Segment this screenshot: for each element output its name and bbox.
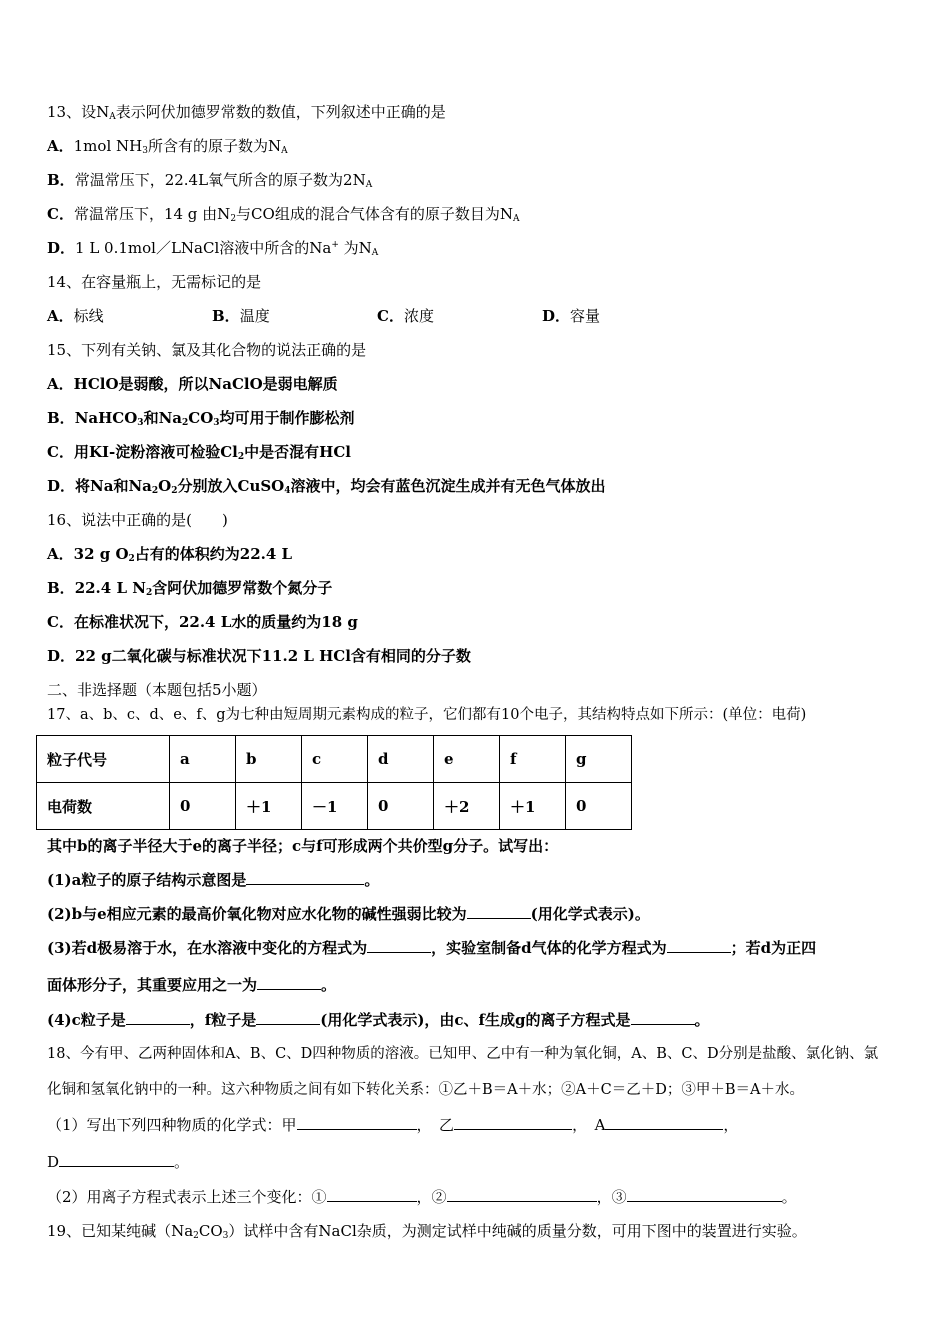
q18-part1: （1）写出下列四种物质的化学式：甲 ， 乙 ， A ，: [47, 1116, 739, 1134]
answer-blank[interactable]: [454, 1115, 572, 1130]
answer-blank[interactable]: [467, 904, 531, 919]
q15-option-c: C．用KI-淀粉溶液可检验$Cl_2$中是否混有HCl: [47, 443, 351, 462]
table-cell: b: [236, 736, 302, 783]
q16-option-b: B．22.4 L $N_2$含阿伏加德罗常数个氮分子: [47, 579, 333, 598]
answer-blank[interactable]: [327, 1187, 417, 1202]
table-cell: －1: [302, 783, 368, 830]
q15-stem: 15、下列有关钠、氯及其化合物的说法正确的是: [47, 341, 367, 359]
q13-option-a: A．1mol $NH_3$所含有的原子数为$N_A$: [47, 137, 288, 156]
table-cell: e: [434, 736, 500, 783]
answer-blank[interactable]: [256, 1010, 320, 1025]
q18-stem-line2: 化铜和氢氧化钠中的一种。这六种物质之间有如下转化关系：①乙＋B＝A＋水；②A＋C＝乙＋D；③甲＋B＝A＋水。: [47, 1082, 804, 1098]
q16-option-d: D．22 g二氧化碳与标准状况下11.2 L HCl含有相同的分子数: [47, 647, 471, 665]
q16-option-c: C．在标准状况下，22.4 L水的质量约为18 g: [47, 613, 358, 631]
q13-option-b: B．常温常压下，22.4L氧气所含的原子数为$2N_A$: [47, 171, 373, 190]
table-cell: 0: [368, 783, 434, 830]
table-cell: a: [170, 736, 236, 783]
answer-blank[interactable]: [257, 975, 321, 990]
q14-option-a: A．标线: [47, 307, 104, 325]
q14-option-b: B．温度: [212, 307, 270, 325]
q17-part3: (3)若d极易溶于水，在水溶液中变化的方程式为 ，实验室制备d气体的化学方程式为 ；若d为正四: [47, 939, 817, 957]
answer-blank[interactable]: [59, 1152, 174, 1167]
q13-option-c: C．常温常压下，14 g 由$N_2$与CO组成的混合气体含有的原子数目为$N_A$: [47, 205, 520, 224]
q17-part4: (4)c粒子是 ，f粒子是 (用化学式表示)，由c、f生成g的离子方程式是 。: [47, 1011, 710, 1029]
q17-part3-cont: 面体形分子，其重要应用之一为 。: [47, 976, 337, 994]
q16-option-a: A．32 g $O_2$占有的体积约为22.4 L: [47, 545, 293, 564]
q15-option-b: B．NaHCO$_3$和$Na_2CO_3$均可用于制作膨松剂: [47, 409, 355, 428]
q16-stem: 16、说法中正确的是( ): [47, 511, 228, 529]
answer-blank[interactable]: [627, 1187, 782, 1202]
answer-blank[interactable]: [667, 938, 731, 953]
q18-stem-line1: 18、今有甲、乙两种固体和A、B、C、D四种物质的溶液。已知甲、乙中有一种为氧化铜，A、B、C、D分别是盐酸、氯化钠、氯: [47, 1046, 879, 1062]
answer-blank[interactable]: [367, 938, 431, 953]
q13-option-d: D．1 L 0.1mol／LNaCl溶液中所含的Na+ 为$N_A$: [47, 239, 379, 258]
table-cell: 0: [170, 783, 236, 830]
table-cell: d: [368, 736, 434, 783]
answer-blank[interactable]: [605, 1115, 723, 1130]
q18-part1-cont: D 。: [47, 1153, 190, 1171]
q14-option-c: C．浓度: [377, 307, 434, 325]
table-cell: ＋1: [236, 783, 302, 830]
q17-stem: 17、a、b、c、d、e、f、g为七种由短周期元素构成的粒子，它们都有10个电子，其结构特点如下所示：(单位：电荷): [47, 707, 807, 723]
answer-blank[interactable]: [297, 1115, 417, 1130]
answer-blank[interactable]: [246, 870, 364, 885]
q15-option-d: D．将Na和$Na_2O_2$分别放入CuSO$_4$溶液中，均会有蓝色沉淀生成并有无色气体放出: [47, 477, 606, 496]
table-cell: g: [566, 736, 632, 783]
section-heading: 二、非选择题（本题包括5小题）: [47, 681, 267, 699]
q19-stem: 19、已知某纯碱$(Na_2CO_3)$试样中含有NaCl杂质，为测定试样中纯碱的质量分数，可用下图中的装置进行实验。: [47, 1222, 807, 1241]
q15-option-a: A．HClO是弱酸，所以NaClO是弱电解质: [47, 375, 338, 393]
answer-blank[interactable]: [126, 1010, 190, 1025]
table-header-code: 粒子代号: [37, 736, 170, 783]
table-cell: ＋1: [500, 783, 566, 830]
particle-table: [36, 735, 632, 830]
table-cell: f: [500, 736, 566, 783]
table-row: [37, 783, 632, 830]
q17-note: 其中b的离子半径大于e的离子半径；c与f可形成两个共价型g分子。试写出：: [47, 837, 559, 855]
q18-part2: （2）用离子方程式表示上述三个变化：① ，② ，③ 。: [47, 1188, 797, 1206]
table-header-charge: 电荷数: [37, 783, 170, 830]
table-cell: ＋2: [434, 783, 500, 830]
q14-stem: 14、在容量瓶上，无需标记的是: [47, 273, 262, 291]
answer-blank[interactable]: [447, 1187, 597, 1202]
table-cell: 0: [566, 783, 632, 830]
table-cell: c: [302, 736, 368, 783]
q13-stem: 13、设$N_A$表示阿伏加德罗常数的数值，下列叙述中正确的是: [47, 103, 446, 122]
table-row: [37, 736, 632, 783]
q14-option-d: D．容量: [542, 307, 601, 325]
q17-part2: (2)b与e相应元素的最高价氧化物对应水化物的碱性强弱比较为 (用化学式表示)。: [47, 905, 650, 923]
answer-blank[interactable]: [631, 1010, 695, 1025]
q17-part1: (1)a粒子的原子结构示意图是 。: [47, 871, 380, 889]
